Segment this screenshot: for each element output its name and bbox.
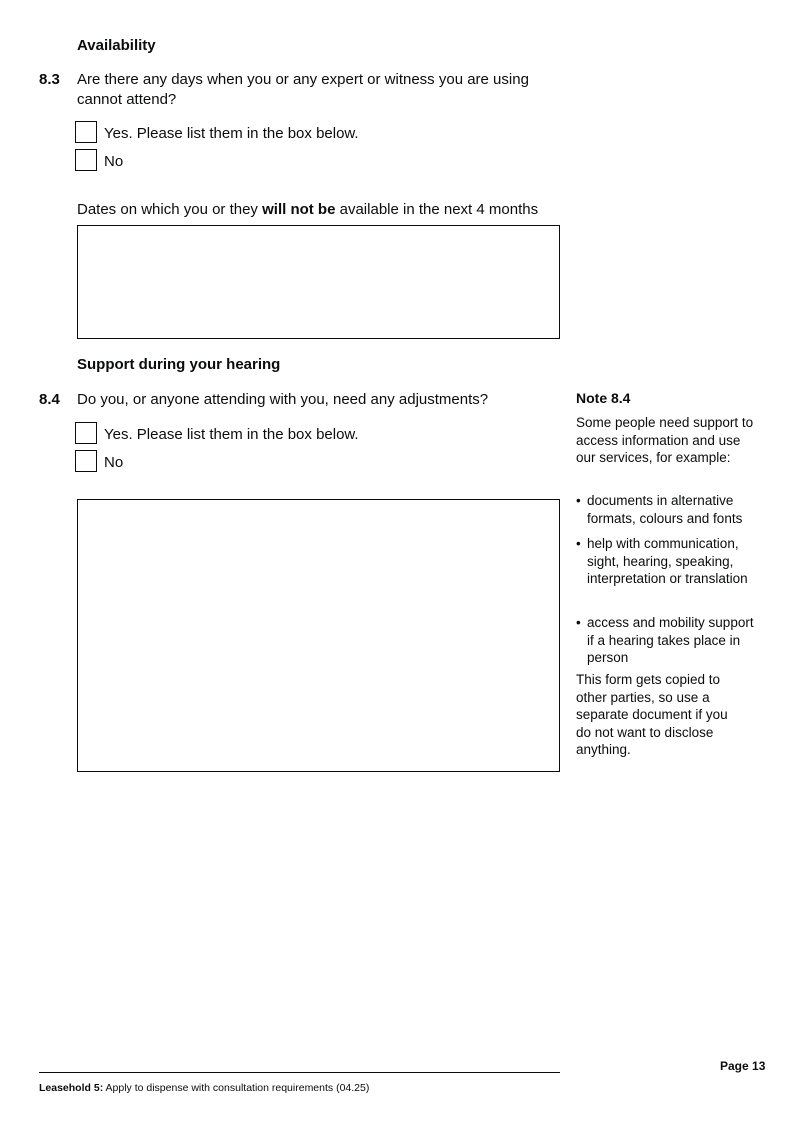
note-bullet: • documents in alternative formats, colours and fonts xyxy=(576,493,743,526)
dates-label: Dates on which you or they will not be available in the next 4 months xyxy=(77,201,539,218)
availability-yes-checkbox[interactable] xyxy=(75,121,97,143)
support-heading: Support during your hearing xyxy=(77,356,281,373)
support-yes-label: Yes. Please list them in the box below. xyxy=(104,426,359,443)
availability-heading: Availability xyxy=(77,37,156,54)
support-yes-checkbox[interactable] xyxy=(75,422,97,444)
question-number-8-3: 8.3 xyxy=(39,71,60,88)
unavailable-dates-textbox[interactable] xyxy=(77,225,560,339)
note-bullet: • help with communication, sight, hearing, speaking, interpretation or translation xyxy=(576,536,748,587)
adjustments-textbox[interactable] xyxy=(77,499,560,772)
question-text-8-4: Do you, or anyone attending with you, need any adjustments? xyxy=(77,391,489,408)
availability-no-label: No xyxy=(104,153,124,170)
note-outro: This form gets copied to other parties, so use a separate document if you do not want to disclose anything. xyxy=(576,672,728,758)
support-no-checkbox[interactable] xyxy=(75,450,97,472)
availability-no-checkbox[interactable] xyxy=(75,149,97,171)
question-text-8-3: Are there any days when you or any expert or witness you are using cannot attend? xyxy=(77,71,529,108)
note-title: Note 8.4 xyxy=(576,390,631,406)
page-number: Page 13 xyxy=(720,1059,766,1073)
footer-divider xyxy=(39,1072,560,1073)
question-number-8-4: 8.4 xyxy=(39,391,60,408)
note-bullet: • access and mobility support if a hearing takes place in person xyxy=(576,615,754,666)
availability-yes-label: Yes. Please list them in the box below. xyxy=(104,125,359,142)
note-intro: Some people need support to access information and use our services, for example: xyxy=(576,415,754,466)
footer-form-title: Leasehold 5: Apply to dispense with consultation requirements (04.25) xyxy=(39,1082,370,1094)
support-no-label: No xyxy=(104,454,124,471)
